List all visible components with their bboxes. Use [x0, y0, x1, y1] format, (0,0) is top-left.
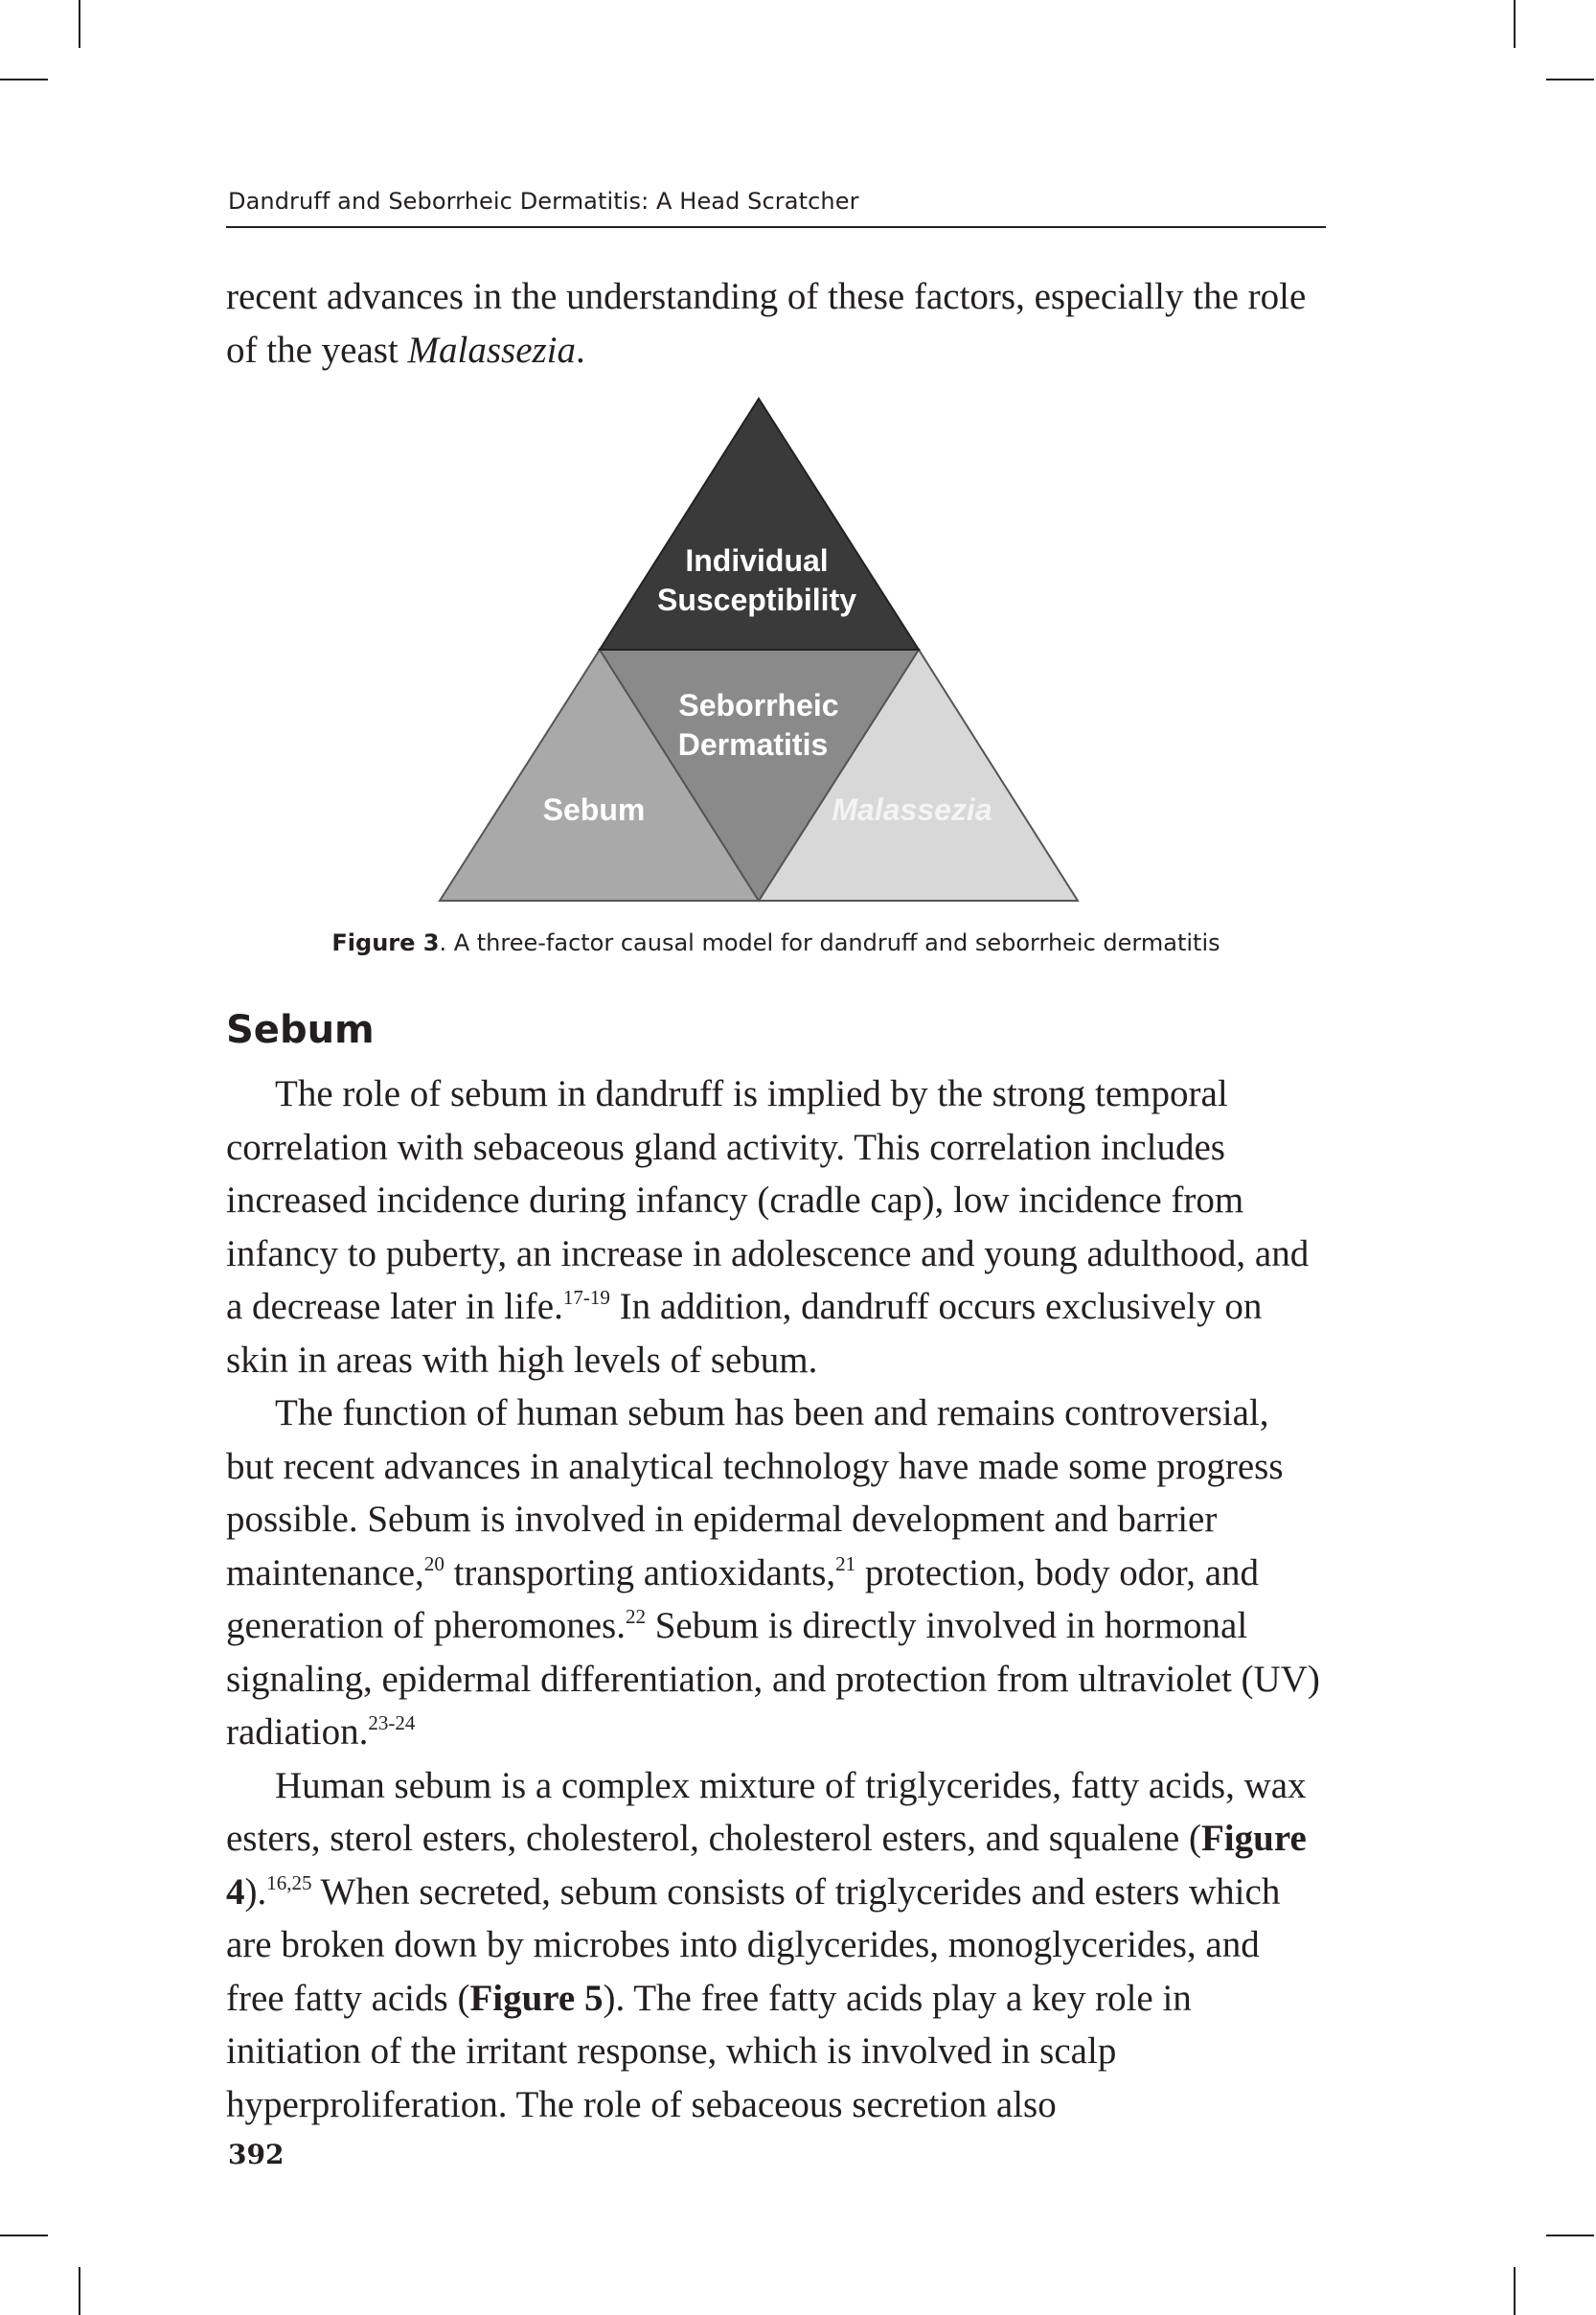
label-individual: Individual [685, 543, 829, 578]
paragraph-2 [226, 1387, 1326, 1759]
p2-text-d: Sebum is directly involved in hormonal signaling, epidermal differentiation, and protection from ultraviolet (UV) radiation. [226, 1605, 1320, 1753]
figure-4-reference: Figure 4 [226, 1818, 1307, 1913]
figure-caption [226, 929, 1326, 956]
p1-text-b: In addition, dandruff occurs exclusively on skin in areas with high levels of sebum. [226, 1286, 1263, 1381]
intro-italic: Malassezia [407, 329, 577, 371]
caption-label: Figure 3 [331, 929, 440, 956]
p2-ref-4: 23-24 [368, 1711, 416, 1734]
p2-text-c: protection, body odor, and generation of pheromones. [226, 1551, 1260, 1646]
p1-ref-1: 17-19 [562, 1286, 610, 1309]
p3-text-b: ). [244, 1870, 267, 1913]
intro-paragraph [226, 270, 1326, 377]
p2-ref-3: 22 [625, 1605, 646, 1628]
p3-text-a: Human sebum is a complex mixture of triglycerides, fatty acids, wax esters, sterol esters, cholesterol, cholesterol esters, and squalene ( [226, 1764, 1307, 1859]
triangle-diagram [437, 391, 1081, 908]
crop-mark [79, 0, 80, 48]
crop-mark [1514, 0, 1516, 48]
body-text [226, 1067, 1326, 2131]
paragraph-3 [226, 1759, 1326, 2132]
crop-mark [1514, 2267, 1516, 2315]
intro-end: . [576, 329, 585, 371]
intro-text: recent advances in the understanding of these factors, especially the role of the yeast [226, 276, 1307, 371]
page-number: 392 [228, 2139, 285, 2170]
p2-text-b: transporting antioxidants, [444, 1551, 836, 1593]
p2-ref-2: 21 [835, 1551, 856, 1575]
label-susceptibility: Susceptibility [656, 583, 857, 617]
label-malassezia: Malassezia [832, 792, 992, 827]
figure-5-reference: Figure 5 [469, 1977, 604, 2019]
crop-mark [0, 79, 48, 80]
crop-mark [79, 2267, 80, 2315]
label-dermatitis: Dermatitis [677, 727, 829, 762]
crop-mark [1546, 79, 1594, 80]
running-head: Dandruff and Seborrheic Dermatitis: A Head Scratcher [228, 188, 859, 215]
crop-mark [1546, 2235, 1594, 2236]
p2-text-a: The function of human sebum has been and remains controversial, but recent advances in analytical technology have made some progress possible. Sebum is involved in epidermal development and barrier maintenance, [226, 1392, 1284, 1593]
label-seborrheic: Seborrheic [678, 688, 839, 722]
label-sebum: Sebum [542, 792, 646, 827]
p2-ref-1: 20 [423, 1551, 445, 1575]
crop-mark [0, 2235, 48, 2236]
p3-text-d: ). The free fatty acids play a key role in initiation of the irritant response, which is involved in scalp hyperproliferation. The role of sebaceous secretion also [226, 1977, 1192, 2125]
figure-3-diagram [437, 391, 1081, 908]
header-rule [226, 226, 1326, 228]
p3-text-c: When secreted, sebum consists of triglycerides and esters which are broken down by microbes into diglycerides, monoglycerides, and free fatty acids ( [226, 1870, 1281, 2019]
caption-text: . A three-factor causal model for dandruff and seborrheic dermatitis [439, 929, 1220, 956]
p1-text-a: The role of sebum in dandruff is implied by the strong temporal correlation with sebaceous gland activity. This correlation includes increased incidence during infancy (cradle cap), low incidence from infancy to puberty, an increase in adolescence and young adulthood, and a decrease later in life. [226, 1073, 1310, 1327]
section-heading: Sebum [226, 1008, 375, 1052]
paragraph-1 [226, 1067, 1326, 1387]
p3-ref-1: 16,25 [266, 1870, 312, 1894]
